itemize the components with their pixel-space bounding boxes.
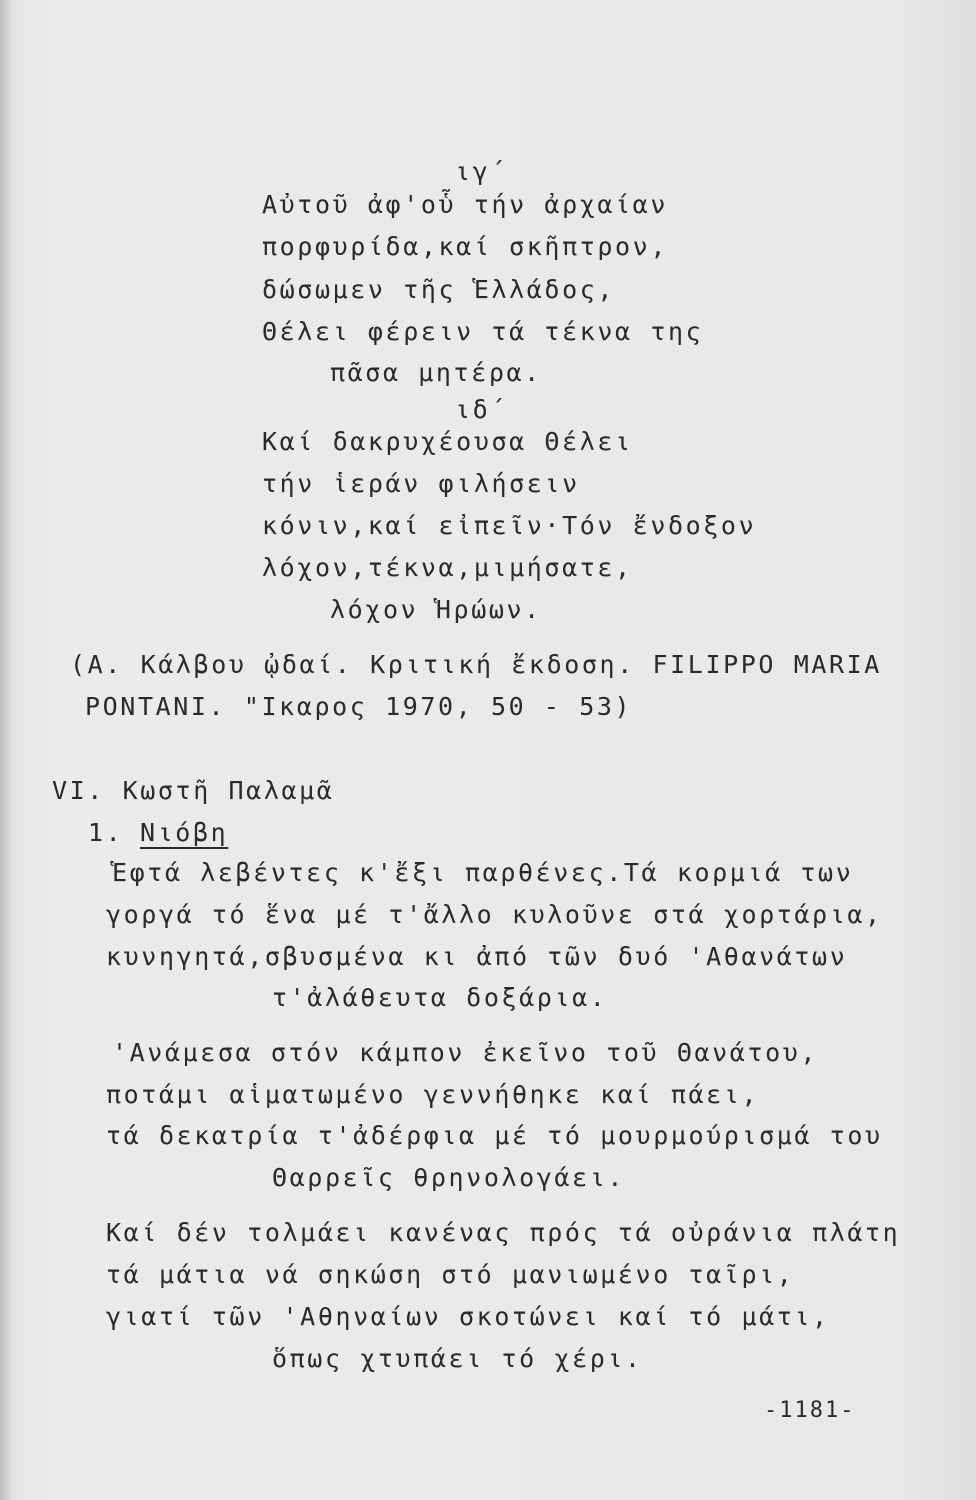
poem-line: γοργά τό ἕνα μέ τ'ἄλλο κυλοῦνε στά χορτάρια,	[106, 900, 883, 929]
poem-line: ποτάμι αἱματωμένο γεννήθηκε καί πάει,	[106, 1080, 760, 1109]
citation-line: (Α. Κάλβου ᾠδαί. Κριτική ἔκδοση. FILIPPO MARIA	[70, 650, 882, 679]
poem-line: κυνηγητά,σβυσμένα κι ἀπό τῶν δυό 'Αθανάτων	[106, 942, 848, 971]
stanza-number: ιγ΄	[455, 157, 508, 186]
page-number: -1181-	[764, 1398, 856, 1423]
poem-line: λόχον,τέκνα,μιμήσατε,	[262, 553, 633, 582]
poem-title: Νιόβη	[140, 818, 229, 847]
poem-line: ὅπως χτυπάει τό χέρι.	[272, 1344, 643, 1373]
poem-line: Καί δέν τολμάει κανένας πρός τά οὐράνια πλάτη	[106, 1218, 901, 1247]
section-heading: VI. Κωστῆ Παλαμᾶ	[52, 776, 335, 805]
citation-line: PONTANI. "Ικαρος 1970, 50 - 53)	[85, 692, 633, 721]
poem-line: δώσωμεν τῆς Ἑλλάδος,	[262, 275, 616, 304]
poem-line: πορφυρίδα,καί σκῆπτρον,	[262, 232, 668, 261]
poem-line: Καί δακρυχέουσα Θέλει	[262, 427, 633, 456]
poem-line: τά μάτια νά σηκώση στό μανιωμένο ταῖρι,	[106, 1260, 795, 1289]
stanza-number: ιδ΄	[455, 395, 508, 424]
item-number: 1.	[88, 818, 124, 847]
poem-line: Θαρρεῖς θρηνολογάει.	[272, 1163, 626, 1192]
poem-line: κόνιν,καί εἰπεῖν·Τόν ἔνδοξον	[262, 511, 757, 540]
poem-line: Θέλει φέρειν τά τέκνα της	[262, 317, 704, 346]
poem-line: γιατί τῶν 'Αθηναίων σκοτώνει καί τό μάτι,	[106, 1302, 830, 1331]
poem-line: λόχον Ἡρώων.	[330, 595, 542, 624]
poem-line: πᾶσα μητέρα.	[330, 358, 542, 387]
poem-line: 'Ανάμεσα στόν κάμπον ἐκεῖνο τοῦ Θανάτου,	[112, 1038, 819, 1067]
poem-line: τήν ἱεράν φιλήσειν	[262, 469, 580, 498]
poem-line: τά δεκατρία τ'ἀδέρφια μέ τό μουρμούρισμά του	[106, 1121, 883, 1150]
poem-line: Ἑφτά λεβέντες κ'ἔξι παρθένες.Τά κορμιά των	[112, 858, 854, 887]
poem-line: Αὐτοῦ ἀφ'οὗ τήν ἀρχαίαν	[262, 190, 668, 219]
poem-line: τ'ἀλάθευτα δοξάρια.	[272, 983, 608, 1012]
